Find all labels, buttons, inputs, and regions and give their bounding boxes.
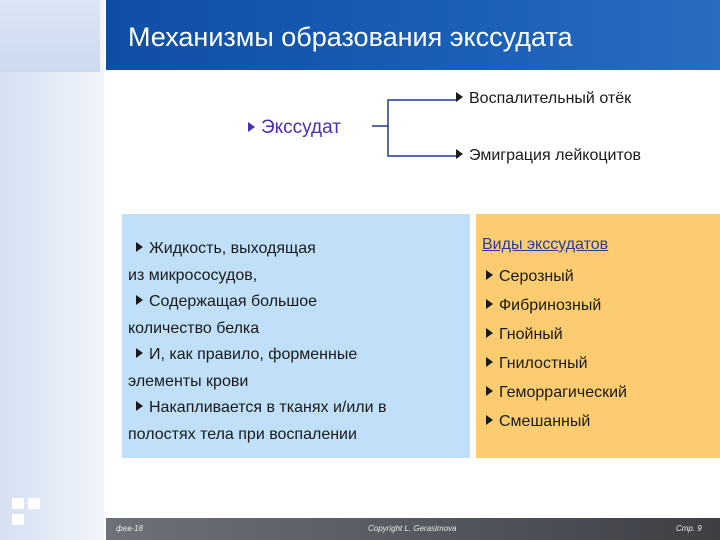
- triangle-bullet-icon: [136, 242, 143, 252]
- definition-list: [128, 236, 464, 448]
- definition-line: Накапливается в тканях и/или в: [149, 399, 387, 416]
- main-term-label: Экссудат: [261, 117, 341, 138]
- footer-copyright: Copyright L. Gerasimova: [368, 524, 457, 533]
- triangle-bullet-icon: [136, 401, 143, 411]
- definition-box: [122, 214, 470, 458]
- triangle-bullet-icon: [248, 122, 255, 132]
- type-label: Смешанный: [499, 413, 591, 430]
- definition-line: из микрососудов,: [128, 266, 258, 284]
- definition-item: [128, 395, 464, 448]
- definition-item: [128, 289, 464, 342]
- footer-bar: [106, 518, 720, 540]
- branch-label: Эмиграция лейкоцитов: [469, 147, 641, 164]
- triangle-bullet-icon: [136, 348, 143, 358]
- definition-line: И, как правило, форменные: [149, 346, 358, 363]
- corner-squares-logo: [12, 498, 44, 528]
- main-term: [248, 117, 341, 139]
- page-number: Стр. 9: [676, 524, 702, 533]
- triangle-bullet-icon: [486, 357, 493, 367]
- triangle-bullet-icon: [456, 149, 463, 159]
- triangle-bullet-icon: [486, 270, 493, 280]
- definition-item: [128, 236, 464, 289]
- type-label: Фибринозный: [499, 297, 602, 314]
- type-label: Серозный: [499, 268, 574, 285]
- footer-date: фев-18: [116, 524, 143, 533]
- type-label: Гнилостный: [499, 355, 588, 372]
- branch-label: Воспалительный отёк: [469, 90, 632, 107]
- definition-line: Содержащая большое: [149, 293, 318, 310]
- triangle-bullet-icon: [486, 415, 493, 425]
- definition-item: [128, 342, 464, 395]
- branch-item: [456, 147, 641, 165]
- triangle-bullet-icon: [486, 328, 493, 338]
- type-item: [486, 262, 627, 291]
- definition-line: количество белка: [128, 319, 260, 337]
- triangle-bullet-icon: [486, 299, 493, 309]
- branch-item: [456, 90, 631, 108]
- definition-line: элементы крови: [128, 372, 249, 390]
- triangle-bullet-icon: [456, 92, 463, 102]
- triangle-bullet-icon: [136, 295, 143, 305]
- type-item: [486, 320, 627, 349]
- types-title: Виды экссудатов: [482, 236, 609, 253]
- triangle-bullet-icon: [486, 386, 493, 396]
- type-label: Геморрагический: [499, 384, 627, 401]
- types-list: [486, 262, 627, 436]
- type-item: [486, 378, 627, 407]
- definition-line: полостях тела при воспалении: [128, 425, 357, 443]
- type-label: Гнойный: [499, 326, 563, 343]
- type-item: [486, 349, 627, 378]
- type-item: [486, 407, 627, 436]
- types-box: [476, 214, 720, 458]
- definition-line: Жидкость, выходящая: [149, 240, 316, 257]
- type-item: [486, 291, 627, 320]
- slide-title: Механизмы образования экссудата: [128, 22, 573, 52]
